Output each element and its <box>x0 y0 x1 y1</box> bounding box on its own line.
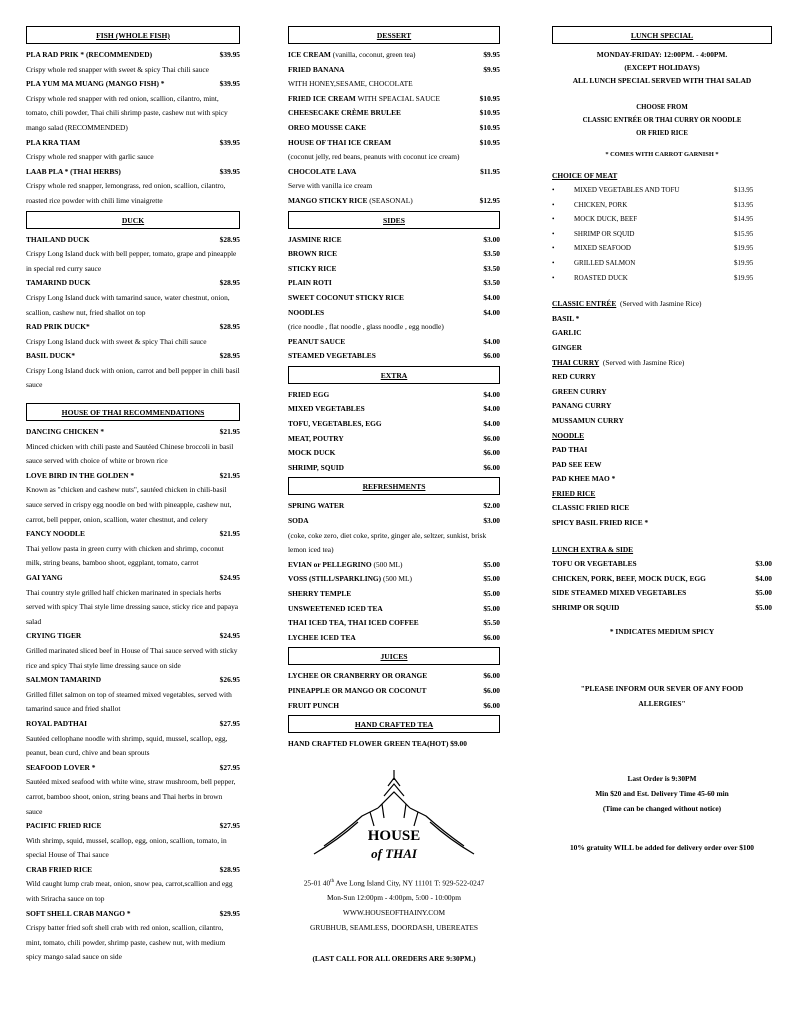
item-price: $10.95 <box>479 122 500 132</box>
item-name: MOCK DUCK <box>288 448 336 458</box>
meat-name: MIXED VEGETABLES AND TOFU <box>574 186 680 194</box>
menu-item <box>26 425 240 440</box>
menu-item <box>288 417 500 432</box>
item-price: $29.95 <box>219 908 240 918</box>
item-price: $6.00 <box>483 685 500 695</box>
lunch-dish: PAD SEE EEW <box>552 459 602 469</box>
menu-item <box>288 572 500 587</box>
item-name: STEAMED VEGETABLES <box>288 351 376 361</box>
item-price: $6.00 <box>483 632 500 642</box>
item-description: Known as "chicken and cashew nuts", sautéed chicken in chili-basil sauce served in crispy egg noodle on bed with pineapple, cashew nut, carrot, bell pepper, onion, scallion, water chestnut, and celery <box>26 485 232 524</box>
item-price: $28.95 <box>219 278 240 288</box>
item-name: ROYAL PADTHAI <box>26 718 87 728</box>
item-name: BASIL DUCK* <box>26 351 76 361</box>
item-price: $27.95 <box>219 718 240 728</box>
item-description: Crispy Long Island duck with tamarind sauce, water chestnut, onion, scallion, cashew nut, fried shallot on top <box>26 292 230 317</box>
item-description: Crispy whole red snapper with sweet & spicy Thai chili sauce <box>26 64 209 74</box>
item-price: $11.95 <box>480 166 500 176</box>
item-price: $26.95 <box>219 675 240 685</box>
menu-item <box>26 320 240 335</box>
extra-name: TOFU OR VEGETABLES <box>552 559 637 569</box>
item-price: $4.00 <box>483 404 500 414</box>
bullet-icon: • <box>552 258 555 267</box>
item-price: $24.95 <box>219 573 240 582</box>
menu-item <box>288 529 500 558</box>
item-price: $3.50 <box>483 249 500 259</box>
bullet-icon: • <box>552 200 555 209</box>
item-name: VOSS (STILL/SPARKLING) (500 ML) <box>288 574 412 584</box>
item-name: LYCHEE OR CRANBERRY OR ORANGE <box>288 671 428 681</box>
item-description: Crispy whole red snapper, lemongrass, red onion, scallion, cilantro, roasted rice powder with chili lime vinaigrette <box>26 181 226 205</box>
item-price: $10.95 <box>479 93 500 103</box>
item-name: FRIED EGG <box>288 389 330 399</box>
item-name: SHRIMP, SQUID <box>288 462 344 472</box>
lunch-dish: BASIL * <box>552 313 580 323</box>
menu-item <box>288 179 500 194</box>
menu-item <box>288 432 500 447</box>
item-description: Sautéed cellophane noodle with shrimp, squid, mussel, scallop, egg, peanut, bean curd, chive and bean sprouts <box>26 733 228 758</box>
section-heading-lunch-special: LUNCH SPECIAL <box>552 26 772 44</box>
item-price: $3.50 <box>483 263 500 273</box>
bullet-icon: • <box>552 186 555 194</box>
menu-item <box>288 262 500 277</box>
item-name: CRAB FRIED RICE <box>26 864 93 874</box>
item-price: $6.00 <box>483 433 500 443</box>
item-name: RAD PRIK DUCK* <box>26 322 90 332</box>
menu-item <box>26 349 240 364</box>
item-name: CHEESECAKE CRÈME BRULEE <box>288 108 401 118</box>
item-note: WITH SPEACIAL SAUCE <box>357 93 440 103</box>
classic-entree-list <box>552 312 772 356</box>
meat-option <box>552 183 772 198</box>
menu-item <box>288 514 500 529</box>
meat-option <box>552 256 772 271</box>
extra-name: SIDE STEAMED MIXED VEGETABLES <box>552 588 687 598</box>
item-name: NOODLES <box>288 307 325 317</box>
item-name: FRIED ICE CREAM WITH SPEACIAL SAUCE <box>288 93 440 103</box>
item-price: $27.95 <box>219 762 240 772</box>
menu-item <box>288 136 500 151</box>
section-heading-dessert: DESSERT <box>288 26 500 44</box>
menu-item <box>26 276 240 291</box>
menu-item <box>26 907 240 922</box>
thai-curry-list <box>552 370 772 428</box>
item-name: LAAB PLA * (THAI HERBS) <box>26 166 121 176</box>
meat-name: MIXED SEAFOOD <box>574 244 631 253</box>
item-price: $39.95 <box>219 50 240 59</box>
item-name: CRYING TIGER <box>26 631 82 641</box>
item-description: Thai country style grilled half chicken marinated in specials herbs served with spicy Thai style lime dressing sauce, sticky rice and papaya salad <box>26 587 239 626</box>
item-price: $39.95 <box>219 166 240 176</box>
lunch-hours: MONDAY-FRIDAY: 12:00PM. - 4:00PM. <box>596 50 728 59</box>
item-price: $9.95 <box>483 64 500 74</box>
except-holidays: (EXCEPT HOLIDAYS) <box>624 63 700 72</box>
column-lunch-special <box>552 24 772 855</box>
item-name: (coconut jelly, red beans, peanuts with coconut ice cream) <box>288 152 460 162</box>
menu-item <box>288 77 500 92</box>
item-price: $4.00 <box>483 336 500 346</box>
column-sides-drinks <box>288 24 500 966</box>
item-price: $4.00 <box>483 292 500 302</box>
choice-of-meat-heading: CHOICE OF MEAT <box>552 171 618 180</box>
item-name: UNSWEETENED ICED TEA <box>288 603 383 613</box>
item-name: EVIAN or PELLEGRINO (500 ML) <box>288 559 403 569</box>
item-name: MIXED VEGETABLES <box>288 404 365 414</box>
item-name: SHERRY TEMPLE <box>288 589 352 598</box>
bullet-icon: • <box>552 244 555 253</box>
lunch-dish: PAD THAI <box>552 445 588 455</box>
item-name: PLA YUM MA MUANG (MANGO FISH) * <box>26 79 165 89</box>
menu-item <box>288 291 500 306</box>
lunch-dish: PAD KHEE MAO * <box>552 474 616 484</box>
bullet-icon: • <box>552 273 555 282</box>
item-price: $6.00 <box>483 448 500 458</box>
meat-price: $13.95 <box>734 186 754 194</box>
menu-item <box>26 233 240 248</box>
item-price: $3.00 <box>483 234 500 244</box>
menu-item <box>288 165 500 180</box>
meat-list <box>552 183 772 285</box>
item-price: $3.00 <box>483 516 500 526</box>
menu-item <box>288 402 500 417</box>
item-description: Minced chicken with chili paste and Sautéed Chinese broccoli in basil sauce served with choice of white or brown rice <box>26 441 234 466</box>
choose-line: CLASSIC ENTRÉE OR THAI CURRY OR NOODLE <box>582 117 742 124</box>
meat-name: GRILLED SALMON <box>574 258 636 267</box>
item-name: OREO MOUSSE CAKE <box>288 122 367 132</box>
menu-item <box>288 335 500 350</box>
menu-item <box>288 631 500 646</box>
meat-option <box>552 212 772 227</box>
lunch-dish: MUSSAMUN CURRY <box>552 415 624 425</box>
last-call-note: (LAST CALL FOR ALL OREDERS ARE 9:30PM.) <box>312 954 476 964</box>
menu-item <box>26 165 240 180</box>
meat-option <box>552 198 772 213</box>
menu-item <box>26 761 240 776</box>
menu-item <box>288 150 500 165</box>
item-name: GAI YANG <box>26 573 63 582</box>
fried-rice-list <box>552 501 772 530</box>
section-heading: DUCK <box>26 211 240 229</box>
menu-item <box>288 349 500 364</box>
lunch-dish: GREEN CURRY <box>552 386 607 396</box>
item-note: (500 ML) <box>373 559 403 569</box>
svg-text:HOUSE: HOUSE <box>367 827 421 844</box>
lunch-extra-list <box>552 557 772 615</box>
item-name: SOFT SHELL CRAB MANGO * <box>26 908 131 918</box>
item-name: TAMARIND DUCK <box>26 278 91 288</box>
menu-item <box>288 194 500 209</box>
meat-name: CHICKEN, PORK <box>574 200 628 209</box>
section-heading: FISH (WHOLE FISH) <box>26 26 240 44</box>
noodle-list <box>552 443 772 487</box>
menu-item <box>288 602 500 617</box>
menu-item <box>26 629 240 644</box>
item-name: PINEAPPLE OR MANGO OR COCONUT <box>288 685 427 695</box>
section-heading-extra: EXTRA <box>288 366 500 384</box>
menu-item <box>288 558 500 573</box>
meat-price: $15.95 <box>734 229 754 238</box>
item-name: STICKY RICE <box>288 263 337 273</box>
lunch-extra-heading: LUNCH EXTRA & SIDE <box>552 544 634 554</box>
item-name: THAILAND DUCK <box>26 234 90 244</box>
extra-price: $5.00 <box>755 603 772 613</box>
item-price: $39.95 <box>219 79 240 89</box>
meat-name: SHRIMP OR SQUID <box>574 229 635 238</box>
meat-price: $19.95 <box>734 244 754 253</box>
menu-item <box>26 819 240 834</box>
bullet-icon: • <box>552 215 555 224</box>
menu-item <box>288 499 500 514</box>
menu-item <box>288 63 500 78</box>
item-name: PLAIN ROTI <box>288 278 332 288</box>
item-price: $5.00 <box>483 589 500 598</box>
item-name: WITH HONEY,SESAME, CHOCOLATE <box>288 79 413 89</box>
menu-item <box>288 446 500 461</box>
item-price: $27.95 <box>219 821 240 831</box>
item-price: $2.00 <box>483 501 500 511</box>
item-description: Crispy Long Island duck with bell pepper, tomato, grape and pineapple in special red curry sauce <box>26 249 237 273</box>
item-price: $21.95 <box>219 427 240 437</box>
menu-item <box>288 684 500 699</box>
extra-price: $3.00 <box>755 559 772 569</box>
item-name: PACIFIC FRIED RICE <box>26 821 102 831</box>
item-price: $5.50 <box>483 618 500 628</box>
item-description: Crispy whole red snapper with garlic sauce <box>26 152 154 162</box>
carrot-garnish-note: * COMES WITH CARROT GARNISH * <box>605 151 719 158</box>
item-description: Crispy batter fried soft shell crab with red onion, scallion, cilantro, mint, tomato, chili powder, shrimp paste, cashew nut, with medium spicy mango salad sauce on side <box>26 923 226 962</box>
menu-item <box>288 233 500 248</box>
opening-hours: Mon-Sun 12:00pm - 4:00pm, 5:00 - 10:00pm <box>326 893 462 903</box>
section-heading-refreshments: REFRESHMENTS <box>288 477 500 495</box>
item-name: PEANUT SAUCE <box>288 336 346 346</box>
menu-item <box>288 306 500 321</box>
item-price: $5.00 <box>483 603 500 613</box>
item-name: Serve with vanilla ice cream <box>288 181 373 191</box>
menu-item <box>288 699 500 714</box>
menu-item <box>288 247 500 262</box>
time-change-note: (Time can be changed without notice) <box>602 804 722 814</box>
lunch-dish: PANANG CURRY <box>552 401 612 411</box>
menu-item <box>26 717 240 732</box>
last-order-note: Last Order is 9:30PM <box>627 774 697 784</box>
allergy-note: "PLEASE INFORM OUR SEVER OF ANY FOOD ALLERGIES" <box>580 684 744 709</box>
item-price: $5.00 <box>483 574 500 584</box>
noodle-heading: NOODLE <box>552 430 585 440</box>
item-price: $28.95 <box>219 864 240 874</box>
menu-item <box>288 461 500 476</box>
classic-entree-heading: CLASSIC ENTRÉE (Served with Jasmine Rice) <box>552 299 702 309</box>
item-name: MANGO STICKY RICE (SEASONAL) <box>288 195 413 205</box>
choose-from: CHOOSE FROM <box>636 104 688 111</box>
menu-item <box>288 106 500 121</box>
meat-price: $19.95 <box>734 273 754 282</box>
menu-item <box>26 469 240 484</box>
section-heading: HOUSE OF THAI RECOMMENDATIONS <box>26 403 240 421</box>
menu-item <box>288 48 500 63</box>
item-note: (SEASONAL) <box>369 195 413 205</box>
fried-rice-heading: FRIED RICE <box>552 488 596 498</box>
item-price: $24.95 <box>219 631 240 641</box>
item-description: Sautéed mixed seafood with white wine, straw mushroom, bell pepper, carrot, bamboo shoot, onion, string beans and Thai herbs in brown sauce <box>26 777 236 816</box>
lunch-extra-item <box>552 601 772 616</box>
menu-item <box>288 276 500 291</box>
menu-item <box>26 77 240 92</box>
bullet-icon: • <box>552 229 555 238</box>
item-price: $6.00 <box>483 462 500 472</box>
lunch-dish: CLASSIC FRIED RICE <box>552 503 630 513</box>
lunch-dish: RED CURRY <box>552 372 596 382</box>
item-name: SODA <box>288 516 309 526</box>
menu-item <box>26 136 240 151</box>
svg-text:of THAI: of THAI <box>371 845 417 861</box>
item-name: SEAFOOD LOVER * <box>26 762 96 772</box>
menu-item <box>288 121 500 136</box>
item-description: Crispy Long Island duck with onion, carrot and bell pepper in chili basil sauce <box>26 365 240 390</box>
menu-item <box>288 388 500 403</box>
meat-option <box>552 227 772 242</box>
delivery-partners: GRUBHUB, SEAMLESS, DOORDASH, UBEREATES <box>310 923 478 933</box>
meat-price: $14.95 <box>734 215 754 224</box>
menu-item <box>26 863 240 878</box>
item-name: SALMON TAMARIND <box>26 675 102 685</box>
item-price: $28.95 <box>219 234 240 244</box>
lunch-extra-item <box>552 586 772 601</box>
gratuity-note: 10% gratuity WILL be added for delivery order over $100 <box>569 843 754 853</box>
item-name: ICE CREAM (vanilla, coconut, green tea) <box>288 50 416 59</box>
item-price: $6.00 <box>483 351 500 361</box>
spicy-note: * INDICATES MEDIUM SPICY <box>609 626 715 636</box>
thai-curry-heading: THAI CURRY (Served with Jasmine Rice) <box>552 357 685 367</box>
item-price: $4.00 <box>483 419 500 429</box>
menu-item <box>288 320 500 335</box>
item-description: Thai yellow pasta in green curry with chicken and shrimp, coconut milk, string beans, bamboo shoot, eggplant, tomato, carrot <box>26 543 224 568</box>
item-description: Wild caught lump crab meat, onion, snow pea, carrot,scallion and egg with Sriracha sauce on top <box>26 879 233 904</box>
item-price: $21.95 <box>219 529 240 539</box>
meat-price: $13.95 <box>734 200 754 209</box>
item-name: FANCY NOODLE <box>26 529 85 539</box>
item-price: $12.95 <box>479 195 500 205</box>
menu-item <box>26 48 240 63</box>
item-description: Crispy Long Island duck with sweet & spicy Thai chili sauce <box>26 336 207 346</box>
meat-name: ROASTED DUCK <box>574 273 628 282</box>
item-name: (rice noodle , flat noodle , glass noodle , egg noodle) <box>288 322 444 332</box>
menu-item <box>288 616 500 631</box>
item-price: $21.95 <box>219 470 240 480</box>
item-price: $6.00 <box>483 700 500 710</box>
section-heading-tea: HAND CRAFTED TEA <box>288 715 500 733</box>
item-price: $10.95 <box>479 108 500 118</box>
item-price: $6.00 <box>483 671 500 681</box>
item-name: HOUSE OF THAI ICE CREAM <box>288 137 392 147</box>
item-price: $4.00 <box>483 307 500 317</box>
item-price: $3.50 <box>483 278 500 288</box>
item-name: CHOCOLATE LAVA <box>288 166 357 176</box>
item-description: With shrimp, squid, mussel, scallop, egg, onion, scallion, tomato, in special House of Thai sauce <box>26 835 227 860</box>
lunch-dish: SPICY BASIL FRIED RICE * <box>552 518 649 528</box>
menu-item <box>26 673 240 688</box>
extra-price: $4.00 <box>755 573 772 583</box>
item-name: TOFU, VEGETABLES, EGG <box>288 419 382 429</box>
address-block: 25-01 40th Ave Long Island City, NY 11101 T: 929-522-0247 Mon-Sun 12:00pm - 4:00pm, 5:00 - 10:00pm WWW.HOUSEOFTHAINY.COM GRUBHUB, SEAMLESS, DOORDASH, UBEREATES (LAST CALL FOR ALL OREDERS ARE 9:30PM.) <box>288 874 500 966</box>
item-price: $9.95 <box>483 50 500 59</box>
item-price: $28.95 <box>219 351 240 361</box>
item-price: $5.00 <box>483 559 500 569</box>
item-name: PLA RAD PRIK * (RECOMMENDED) <box>26 50 153 59</box>
meat-price: $19.95 <box>734 258 754 267</box>
item-name: JASMINE RICE <box>288 234 342 244</box>
item-name: THAI ICED TEA, THAI ICED COFFEE <box>288 618 419 628</box>
item-name: FRIED BANANA <box>288 64 345 74</box>
column-main-dishes <box>26 24 240 965</box>
section-heading-sides: SIDES <box>288 211 500 229</box>
item-price: $4.00 <box>483 389 500 399</box>
item-note: (vanilla, coconut, green tea) <box>332 50 416 59</box>
item-name: DANCING CHICKEN * <box>26 427 105 437</box>
lunch-dish: GARLIC <box>552 328 582 338</box>
extra-price: $5.00 <box>755 588 772 598</box>
item-name: BROWN RICE <box>288 249 338 259</box>
house-of-thai-logo <box>304 766 484 870</box>
meat-name: MOCK DUCK, BEEF <box>574 215 638 224</box>
extra-name: CHICKEN, PORK, BEEF, MOCK DUCK, EGG <box>552 573 706 583</box>
extra-name: SHRIMP OR SQUID <box>552 603 620 613</box>
menu-item <box>288 92 500 107</box>
menu-item <box>26 527 240 542</box>
menu-item <box>288 669 500 684</box>
meat-option <box>552 241 772 256</box>
item-name: SPRING WATER <box>288 501 345 511</box>
item-name: (coke, coke zero, diet coke, sprite, ginger ale, seltzer, sunkist, brisk lemon iced tea) <box>288 530 487 555</box>
section-heading-juices: JUICES <box>288 647 500 665</box>
item-name: LOVE BIRD IN THE GOLDEN * <box>26 470 135 480</box>
item-price: $28.95 <box>219 322 240 332</box>
served-with-salad: ALL LUNCH SPECIAL SERVED WITH THAI SALAD <box>572 76 752 85</box>
min-order-note: Min $20 and Est. Delivery Time 45-60 min <box>595 789 729 799</box>
lunch-extra-item <box>552 557 772 572</box>
lunch-extra-item <box>552 572 772 587</box>
item-name: LYCHEE ICED TEA <box>288 632 356 642</box>
menu-item-tea: HAND CRAFTED FLOWER GREEN TEA(HOT) $9.00 <box>288 739 467 749</box>
item-name: PLA KRA TIAM <box>26 137 81 147</box>
meat-option <box>552 271 772 286</box>
lunch-dish: GINGER <box>552 342 582 352</box>
menu-item <box>288 587 500 602</box>
item-price: $10.95 <box>479 137 500 147</box>
item-note: (500 ML) <box>383 574 412 584</box>
item-description: Grilled marinated sliced beef in House of Thai sauce served with sticky rice and spicy Thai style lime dressing sauce on side <box>26 645 238 670</box>
item-name: FRUIT PUNCH <box>288 700 339 710</box>
menu-item <box>26 571 240 586</box>
or-fried-rice: OR FRIED RICE <box>636 130 688 137</box>
website: WWW.HOUSEOFTHAINY.COM <box>342 908 446 918</box>
item-description: Crispy whole red snapper with red onion, scallion, cilantro, mint, tomato, chili powder, Thai chili shrimp paste, cashew nut with spicy mango salad (RECOMMENDED) <box>26 93 228 132</box>
item-name: SWEET COCONUT STICKY RICE <box>288 292 404 302</box>
item-price: $39.95 <box>219 137 240 147</box>
item-name: MEAT, POUTRY <box>288 433 344 443</box>
item-description: Grilled fillet salmon on top of steamed mixed vegetables, served with tamarind sauce and fried shallot <box>26 689 232 714</box>
